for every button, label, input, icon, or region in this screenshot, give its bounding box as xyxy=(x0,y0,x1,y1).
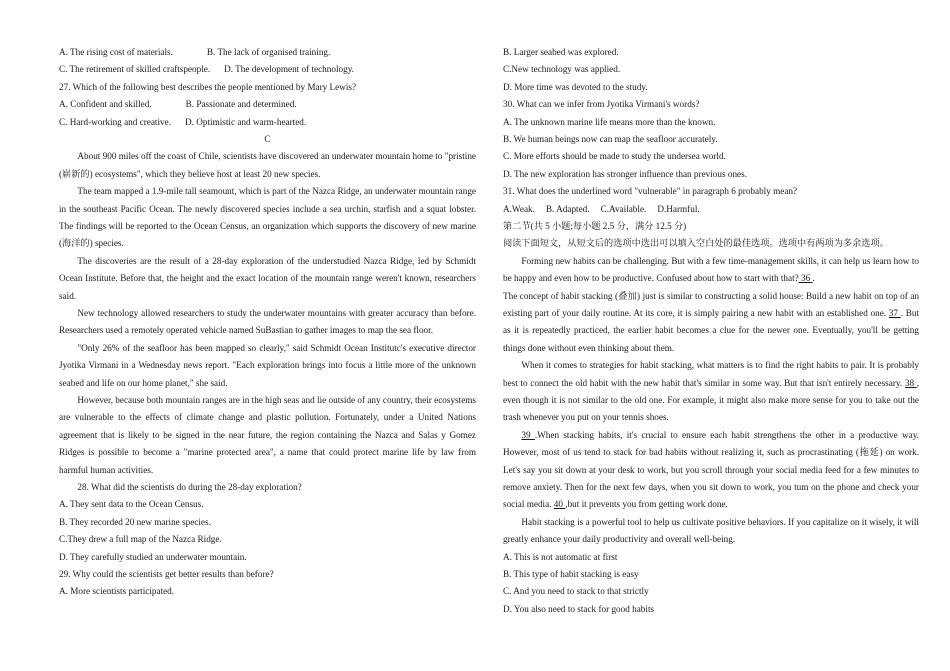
cloze-paragraph-4: 39 .When stacking habits, it's crucial to ensure each habit strengthens the other in a productive way. However, most of us tend to stack for bad habits without realizing it, such as procrastinating (拖延) on work. Let's say you sit down at your desk to work, but you scroll through your social media feed for a few minutes to remove anxiety. Then for the next few days, when you sit down to work, you tum on the phone and check your social media. 40 ,but it prevents you from getting work done. xyxy=(503,429,919,510)
blank-39: 39 xyxy=(521,429,535,440)
q27-options-row-1 xyxy=(59,96,476,113)
blank-37: 37 xyxy=(888,307,901,318)
q27-option-c: C. Hard-working and creative. xyxy=(59,116,171,127)
q28-stem: 28. What did the scientists do during the 28-day exploration? xyxy=(77,482,302,493)
cloze-paragraph-5: Habit stacking is a powerful tool to help us cultivate positive behaviors. If you capitalize on it wisely, it will greatly enhance your daily productivity and overall well-being. xyxy=(503,516,919,545)
q31-options xyxy=(503,201,919,218)
blank-36: 36 xyxy=(798,273,813,284)
q29-option-a: A. More scientists participated. xyxy=(59,586,175,597)
passage-paragraph-2: The team mapped a 1.9-mile tall seamount, which is part of the Nazca Ridge, an underwater mountain range in the southeast Pacific Ocean. The newly discovered species include a sea urchin, starfish and a squat lobster. The findings will be reported to the Ocean Census, an organization which supports the discovery of new marine (海洋的) species. xyxy=(59,186,476,249)
section2-instructions: 阅读下面短文，从短文后的选项中选出可以填入空白处的最佳选项。选项中有两项为多余选项。 xyxy=(503,238,889,249)
cloze-option-b: B. This type of habit stacking is easy xyxy=(503,568,639,579)
passage-paragraph-4: New technology allowed researchers to study the underwater mountains with greater accuracy than before. Researchers used a remotely operated vehicle named SuBastian to gather images to map the sea floor. xyxy=(59,308,476,336)
blank-40: 40 xyxy=(553,499,566,510)
cloze-paragraph-2: The concept of habit stacking (叠加) just is similar to constructing a solid house: Build a new habit on top of an existing part of your daily routine. At its core, it is simply pairing a new habit with an established one. 37 . But as it is repeatedly practiced, the earlier habit becomes a clue for the newer one. Eventually, you'll be getting things done without even thinking about them. xyxy=(503,290,919,353)
q27-stem: 27. Which of the following best describes the people mentioned by Mary Lewis? xyxy=(59,81,357,92)
cloze-option-c: C. And you need to stack to that strictly xyxy=(503,586,649,597)
q29-stem: 29. Why could the scientists get better results than before? xyxy=(59,569,274,580)
q31-option-c: C.Available. xyxy=(600,203,647,214)
q30-option-a: A. The unknown marine life means more than the known. xyxy=(503,116,716,127)
section-letter: C xyxy=(264,133,271,144)
q27-options-row-2 xyxy=(59,114,476,131)
q28-option-d: D. They carefully studied an underwater mountain. xyxy=(59,551,247,562)
passage-paragraph-1: About 900 miles off the coast of Chile, scientists have discovered an underwater mountain home to "pristine (崭新的) ecosystems", which they believe host at least 20 new species. xyxy=(59,151,476,179)
blank-38: 38 xyxy=(904,377,917,388)
q31-option-a: A.Weak. xyxy=(503,203,535,214)
cloze-option-d: D. You also need to stack for good habits xyxy=(503,603,655,614)
q26-option-b: B. The lack of organised training. xyxy=(206,47,331,57)
q31-stem: 31. What does the underlined word "vulnerable" in paragraph 6 probably mean? xyxy=(503,186,798,197)
q29-option-b: B. Larger seabed was explored. xyxy=(503,47,619,57)
passage-paragraph-5: "Only 26% of the seafloor has been mapped so clearly," said Schmidt Ocean Institutc's executive director Jyotika Virmani in a Wednesday news report. "Each exploration brings into focus a little more of the unknown seabed and life on our home planet," she said. xyxy=(59,342,476,388)
q26-option-d: D. The development of technology. xyxy=(224,64,354,75)
right-column xyxy=(503,44,919,618)
q31-option-b: B. Adapted. xyxy=(545,203,590,214)
q30-option-b: B. We human beings now can map the seafloor accurately. xyxy=(503,133,718,144)
section2-title: 第二节(共 5 小题;每小题 2.5 分，满分 12.5 分) xyxy=(503,220,687,231)
q26-option-a: A. The rising cost of materials. xyxy=(59,47,173,57)
q28-option-a: A. They sent data to the Ocean Census. xyxy=(59,499,204,510)
q27-option-b: B. Passionate and determined. xyxy=(185,99,297,110)
q26-options-row-1 xyxy=(59,44,476,61)
q28-option-c: C.They drew a full map of the Nazca Ridge. xyxy=(59,534,222,545)
cloze-option-a: A. This is not automatic at first xyxy=(503,551,618,562)
q31-option-d: D.Harmful. xyxy=(657,203,700,214)
passage-paragraph-6: However, because both mountain ranges are in the high seas and lie outside of any country, their ecosystems are vulnerable to the effects of climate change and plastic pollution. Fortunately, under a United Nations agreement that is likely to be signed in the near future, the region containing the Nazca and Salas y Gomez Ridges is possible to become a "marine protected area", a name that could protect marine life by law from harmful human activities. xyxy=(59,395,476,475)
q26-option-c: C. The retirement of skilled craftspeople. xyxy=(59,64,211,75)
passage-paragraph-3: The discoveries are the result of a 28-day exploration of the understudied Nazca Ridge, led by Schmidt Ocean Institute. Before that, the height and the exact location of the mountain range weren't known, researchers said. xyxy=(59,255,476,301)
cloze-paragraph-1: Forming new habits can be challenging. But with a few time-management skills, it can help us learn how to be happy and even how to be productive. Confused about how to start with that? 36 . xyxy=(503,255,919,284)
q30-option-c: C. More efforts should be made to study the undersea world. xyxy=(503,151,726,162)
q26-options-row-2 xyxy=(59,61,476,78)
cloze-paragraph-3: When it comes to strategies for habit stacking, what matters is to find the right habits to pair. It is probably best to connect the old habit with the new habit that's similar in some way. But that isn't entirely necessary. 38 , even though it is not similar to the old one. For example, it might also make more sense for you to take out the trash whenever you put on your tennis shoes. xyxy=(503,360,920,423)
q27-option-a: A. Confident and skilled. xyxy=(59,99,152,110)
q29-option-d: D. More time was devoted to the study. xyxy=(503,81,648,92)
left-column xyxy=(59,44,476,601)
q30-stem: 30. What can we infer from Jyotika Virmani's words? xyxy=(503,99,700,110)
q27-option-d: D. Optimistic and warm-hearted. xyxy=(185,116,307,127)
q29-option-c: C.New technology was applied. xyxy=(503,64,621,75)
q30-option-d: D. The new exploration has stronger influence than previous ones. xyxy=(503,168,747,179)
q28-option-b: B. They recorded 20 new marine species. xyxy=(59,516,211,527)
